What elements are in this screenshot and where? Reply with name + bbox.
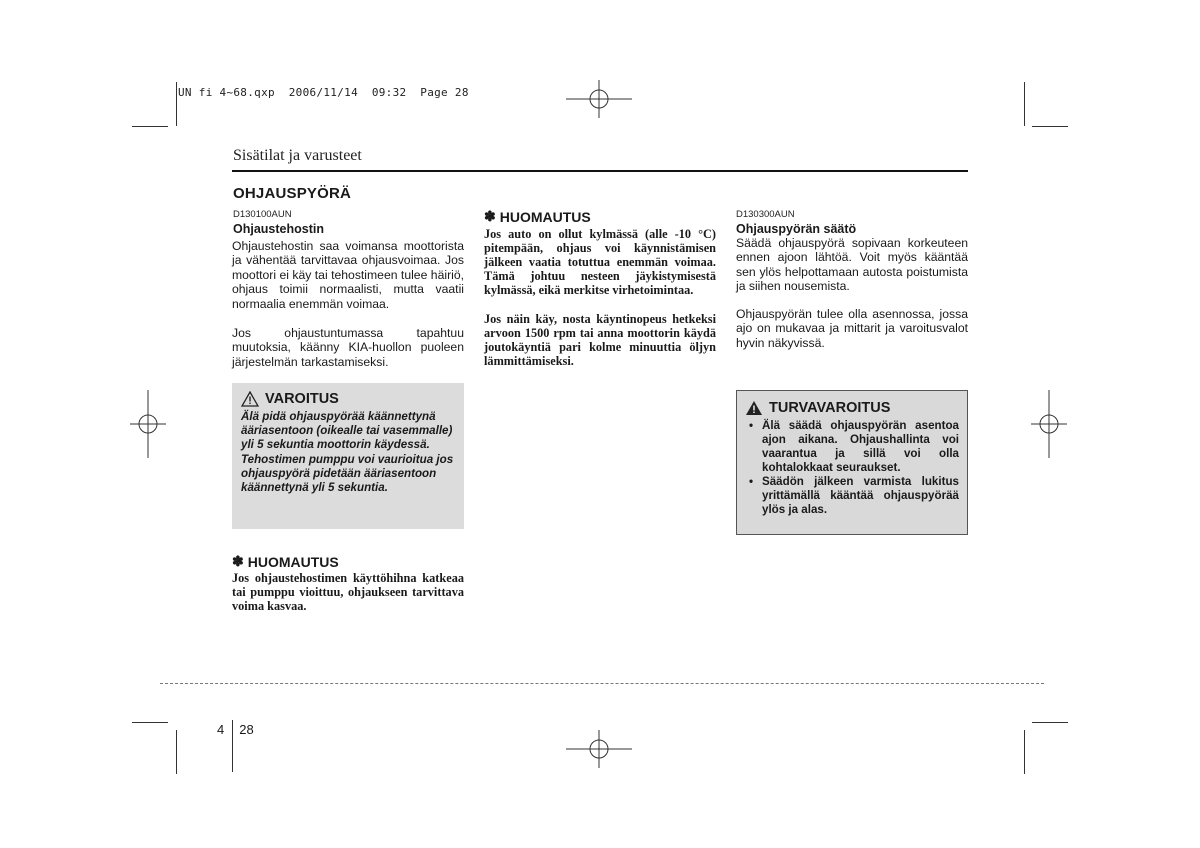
section-rule [232, 170, 968, 172]
page-separator [232, 720, 233, 772]
print-header: UN fi 4~68.qxp 2006/11/14 09:32 Page 28 [178, 86, 469, 99]
warning-text: Älä pidä ohjauspyörää käännettynä ääriasentoon (oikealle tai vasemmalle) yli 5 sekuntia moottorin käydessä. Tehostimen pumppu voi vaurioitua jos ohjauspyörä pidetään ääriasentoon käännettynä yli 5 sekuntia. [241, 410, 454, 495]
section-title: Sisätilat ja varusteet [233, 147, 362, 164]
registration-mark-left [130, 390, 166, 458]
subheading-steering-adjustment: Ohjauspyörän säätö [736, 222, 857, 236]
asterisk-icon: ✽ [232, 553, 244, 569]
note-heading-2 [484, 208, 591, 225]
note-title-2: HUOMAUTUS [499, 208, 591, 225]
safety-warning-list [745, 419, 959, 517]
warning-triangle-icon [745, 400, 763, 416]
page-number-value: 28 [239, 721, 254, 737]
list-item: • Älä säädä ohjauspyörän asentoa ajon aikana. Ohjaushallinta voi vaarantua ja sillä voi olla kohtalokkaat seuraukset. [749, 419, 959, 474]
warning-heading [241, 391, 455, 407]
list-item: • Säädön jälkeen varmista lukitus yrittämällä kääntää ohjauspyörää ylös ja alas. [749, 475, 959, 516]
adjustment-paragraph-2: Ohjauspyörän tulee olla asennossa, jossa ajo on mukavaa ja mittarit ja varoitusvalot hyvin näkyvissä. [736, 307, 968, 350]
main-heading: OHJAUSPYÖRÄ [233, 185, 352, 202]
registration-mark-right [1031, 390, 1067, 458]
adjustment-paragraph: Säädä ohjauspyörä sopivaan korkeuteen ennen ajoon lähtöä. Voit myös kääntää sen ylös helpottamaan autosta poistumista ja siihen nousemista. [736, 236, 968, 294]
power-steering-paragraph-2: Jos ohjaustuntumassa tapahtuu muutoksia, käänny KIA-huollon puoleen järjestelmän tarkastamiseksi. [232, 326, 464, 369]
warning-title: VAROITUS [265, 391, 339, 407]
section-code: D130100AUN [233, 209, 292, 220]
safety-warning-heading [745, 400, 959, 416]
chapter-number: 4 [217, 721, 225, 737]
safety-warning-box [736, 390, 968, 535]
warning-box [232, 383, 464, 529]
note-heading-1 [232, 553, 339, 570]
power-steering-paragraph: Ohjaustehostin saa voimansa moottorista ja vähentää tarvittavaa ohjausvoimaa. Jos moottori ei käy tai tehostimeen tulee häiriö, ohjaus toimii normaalisti, mutta vaatii normaalia enemmän voimaa. [232, 239, 464, 311]
section-code-2: D130300AUN [736, 209, 795, 220]
safety-warning-title: TURVAVAROITUS [769, 400, 891, 416]
asterisk-icon: ✽ [484, 208, 496, 224]
note-text-1: Jos ohjaustehostimen käyttöhihna katkeaa tai pumppu vioittuu, ohjaukseen tarvittava voima kasvaa. [232, 571, 464, 613]
cold-weather-note-text: Jos auto on ollut kylmässä (alle -10 °C) pitempään, ohjaus voi käynnistämisen jälkeen vaatia totuttua enemmän voimaa. Tämä johtuu nesteen jäykistymisestä kylmässä, eikä merkitse virhetoimintaa. [484, 227, 716, 297]
warning-triangle-icon [241, 391, 259, 407]
note-title-1: HUOMAUTUS [247, 553, 339, 570]
cold-weather-note-text-2: Jos näin käy, nosta käyntinopeus hetkeksi arvoon 1500 rpm tai anna moottorin käydä joutokäyntiä pari kolme minuuttia öljyn lämmittämiseksi. [484, 312, 716, 368]
registration-mark-top [566, 80, 632, 118]
subheading-power-steering: Ohjaustehostin [233, 222, 324, 236]
page-number [217, 686, 254, 772]
footer-rule [160, 683, 1044, 684]
registration-mark-bottom [566, 730, 632, 768]
